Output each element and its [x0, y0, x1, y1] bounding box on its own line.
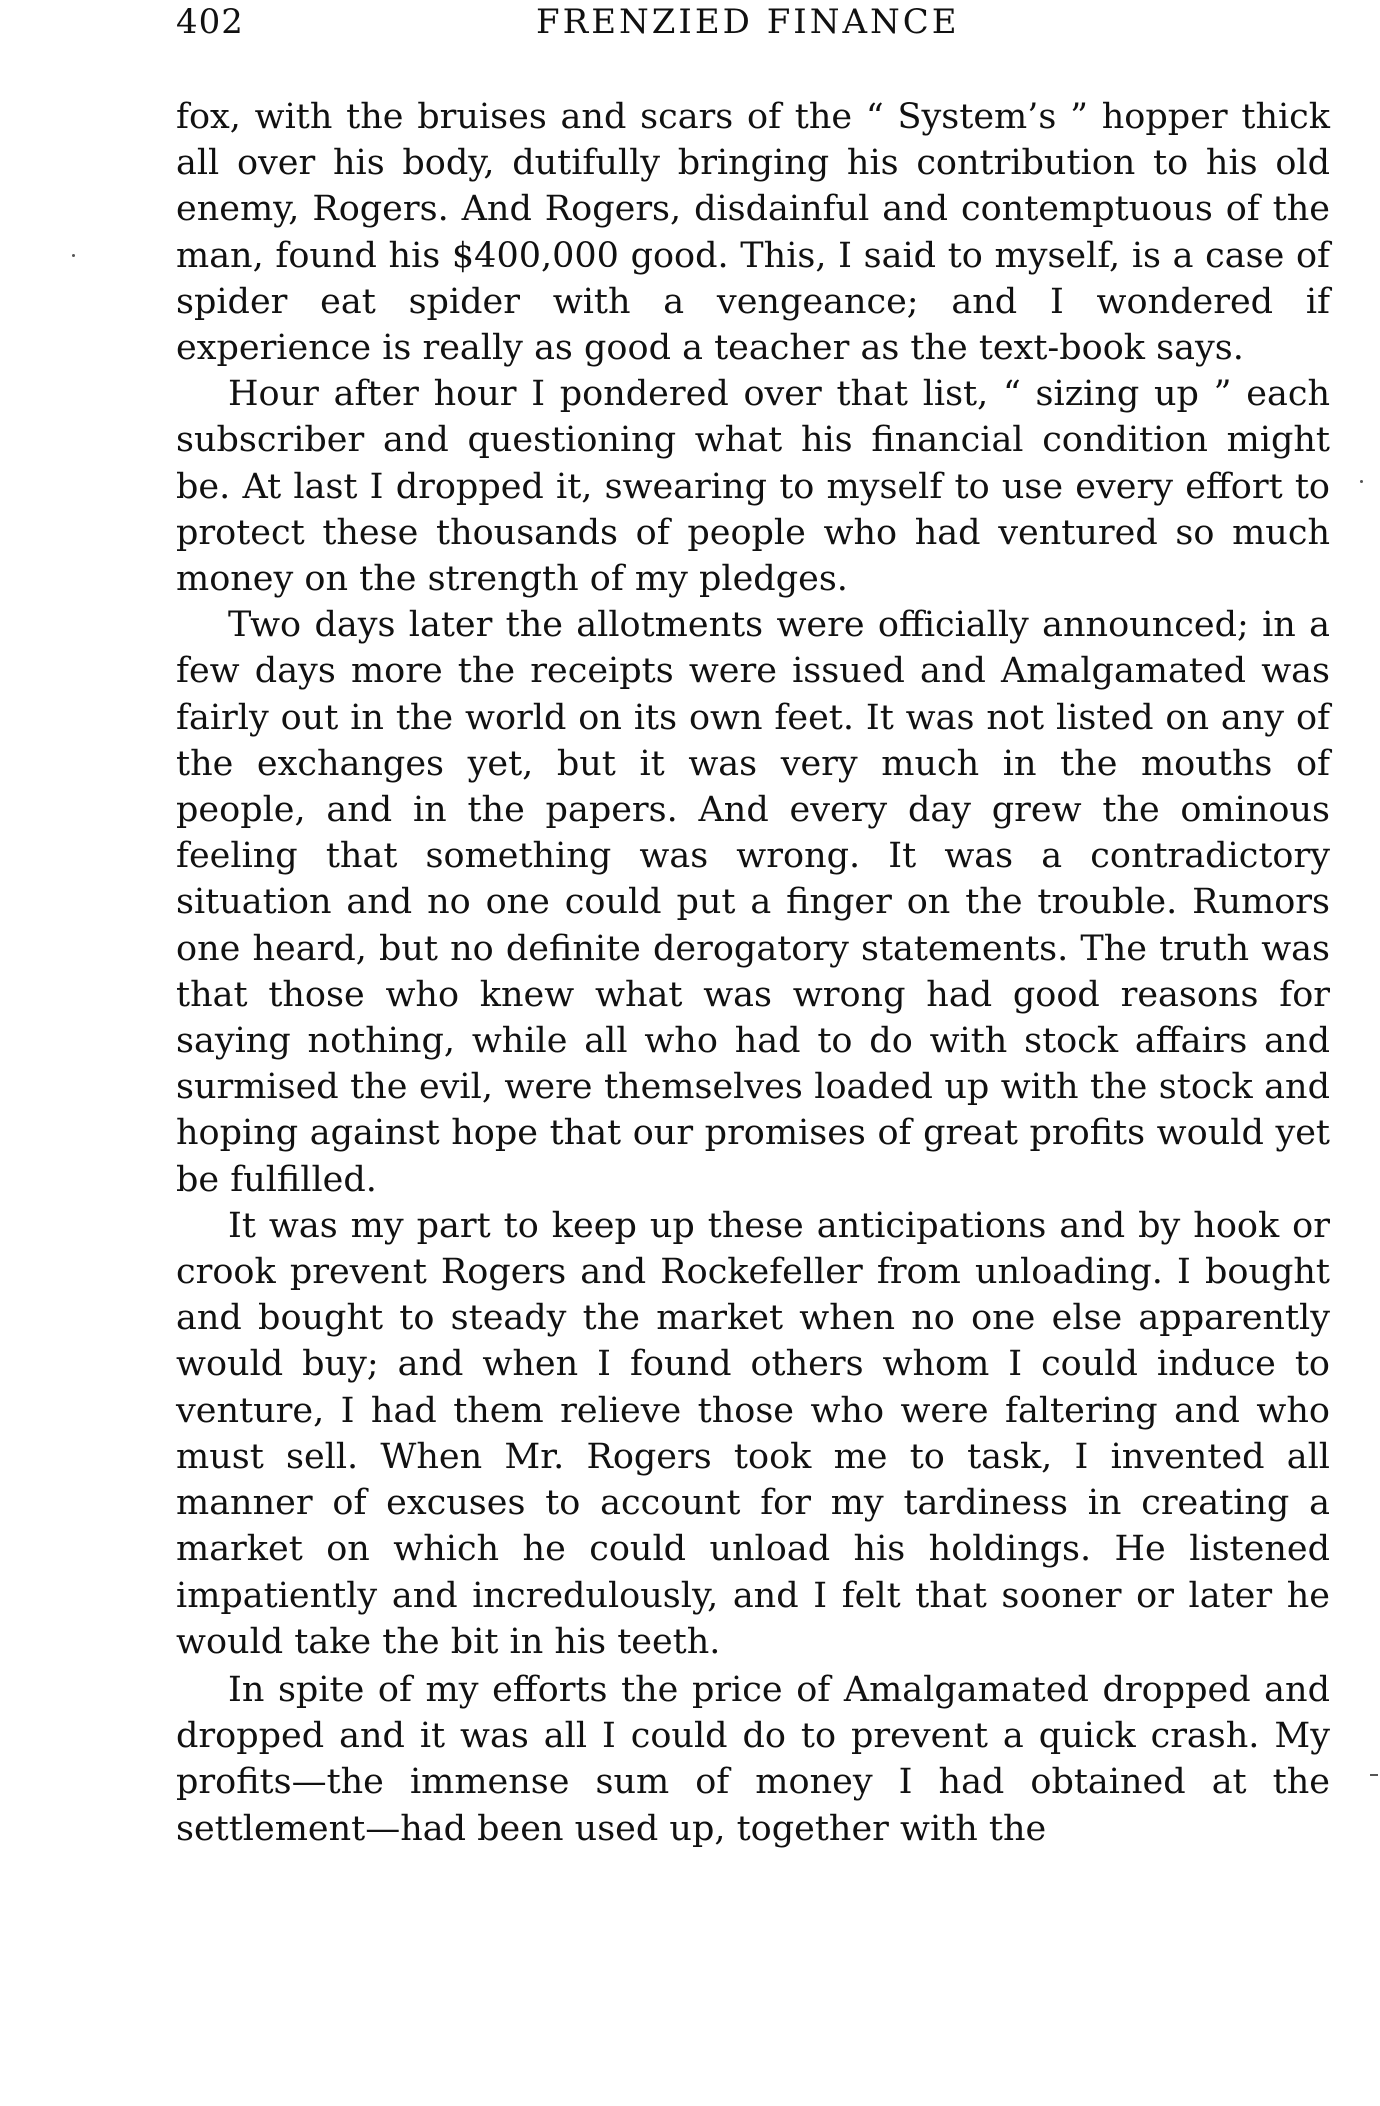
running-head: [176, 0, 1326, 50]
paragraph-2: Hour after hour I pondered over that list, “ sizing up ” each subscriber and questioning what his financial condition might be. At last I dropped it, swearing to myself to use every effort to protect these thousands of people who had ventured so much money on the strength of my pledges.: [176, 374, 1330, 600]
print-speck: [72, 254, 75, 257]
page-number: 402: [176, 2, 244, 42]
paragraph-3: Two days later the allotments were officially announced; in a few days more the receipts were issued and Amalgamated was fairly out in the world on its own feet. It was not listed on any of the exchanges yet, but it was very much in the mouths of people, and in the papers. And every day grew the ominous feeling that something was wrong. It was a contradictory situation and no one could put a finger on the trouble. Rumors one heard, but no definite derogatory statements. The truth was that those who knew what was wrong had good reasons for saying nothing, while all who had to do with stock affairs and surmised the evil, were themselves loaded up with the stock and hoping against hope that our promises of great profits would yet be fulfilled.: [176, 605, 1330, 1200]
paragraph-1: fox, with the bruises and scars of the “ System’s ” hopper thick all over his body, dutifully bringing his contribution to his old enemy, Rogers. And Rogers, disdainful and contemptuous of the man, found his $400,000 good. This, I said to myself, is a case of spider eat spider with a vengeance; and I wondered if experience is really as good a teacher as the text-book says.: [176, 97, 1330, 369]
body-text: [176, 94, 1330, 1852]
print-speck: [1370, 1774, 1378, 1776]
paragraph-5: In spite of my efforts the price of Amalgamated dropped and dropped and it was all I could do to prevent a quick crash. My profits—the immense sum of money I had obtained at the settlement—had been used up, together with the: [176, 1669, 1330, 1849]
paragraph-4: It was my part to keep up these anticipations and by hook or crook prevent Rogers and Rockefeller from unloading. I bought and bought to steady the market when no one else apparently would buy; and when I found others whom I could induce to venture, I had them relieve those who were faltering and who must sell. When Mr. Rogers took me to task, I invented all manner of excuses to account for my tardiness in creating a market on which he could unload his holdings. He listened impatiently and incredulously, and I felt that sooner or later he would take the bit in his teeth.: [176, 1205, 1330, 1662]
print-speck: [1360, 480, 1363, 483]
running-title: FRENZIED FINANCE: [536, 2, 960, 42]
